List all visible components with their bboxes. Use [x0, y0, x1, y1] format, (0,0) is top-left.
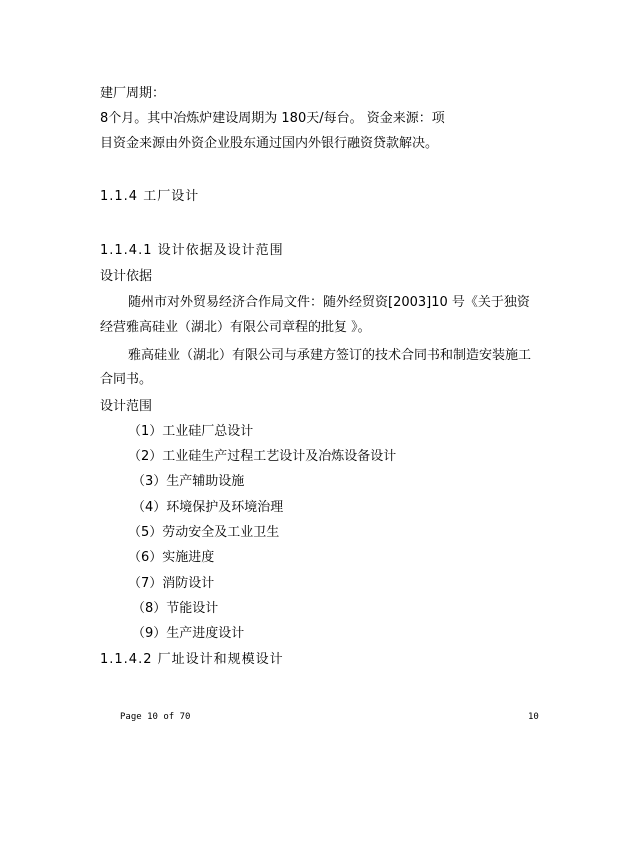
scope-item: （8）节能设计 — [132, 601, 219, 616]
period-line-1: 8个月。其中冶炼炉建设周期为 180天/每台。 资金来源：项 — [100, 111, 445, 126]
design-scope-label: 设计范围 — [100, 399, 153, 414]
scope-item: （9）生产进度设计 — [132, 626, 245, 641]
scope-item: （4）环境保护及环境治理 — [132, 500, 284, 515]
scope-item: （5）劳动安全及工业卫生 — [128, 525, 280, 540]
page-number: 10 — [528, 712, 539, 722]
section-heading-1-1-4-1: 1.1.4.1 设计依据及设计范围 — [100, 243, 284, 258]
page-footer-info: Page 10 of 70 — [120, 712, 191, 722]
basis-paragraph-2-line-1: 雅高硅业（湖北）有限公司与承建方签订的技术合同书和制造安装施工 — [128, 348, 532, 363]
section-heading-1-1-4: 1.1.4 工厂设计 — [100, 189, 200, 204]
design-basis-label: 设计依据 — [100, 269, 153, 284]
basis-paragraph-1-line-1: 随州市对外贸易经济合作局文件：随外经贸资[2003]10 号《关于独资 — [128, 295, 530, 310]
period-line-2: 目资金来源由外资企业股东通过国内外银行融资贷款解决。 — [100, 136, 439, 151]
period-label: 建厂周期： — [100, 86, 166, 101]
scope-item: （1）工业硅厂总设计 — [128, 424, 254, 439]
basis-paragraph-2-line-2: 合同书。 — [100, 372, 153, 387]
basis-paragraph-1-line-2: 经营雅高硅业（湖北）有限公司章程的批复 》。 — [100, 320, 371, 335]
scope-item: （6）实施进度 — [128, 550, 215, 565]
scope-item: （2）工业硅生产过程工艺设计及冶炼设备设计 — [128, 449, 397, 464]
scope-item: （3）生产辅助设施 — [132, 474, 245, 489]
section-heading-1-1-4-2: 1.1.4.2 厂址设计和规模设计 — [100, 652, 284, 667]
scope-item: （7）消防设计 — [128, 576, 215, 591]
